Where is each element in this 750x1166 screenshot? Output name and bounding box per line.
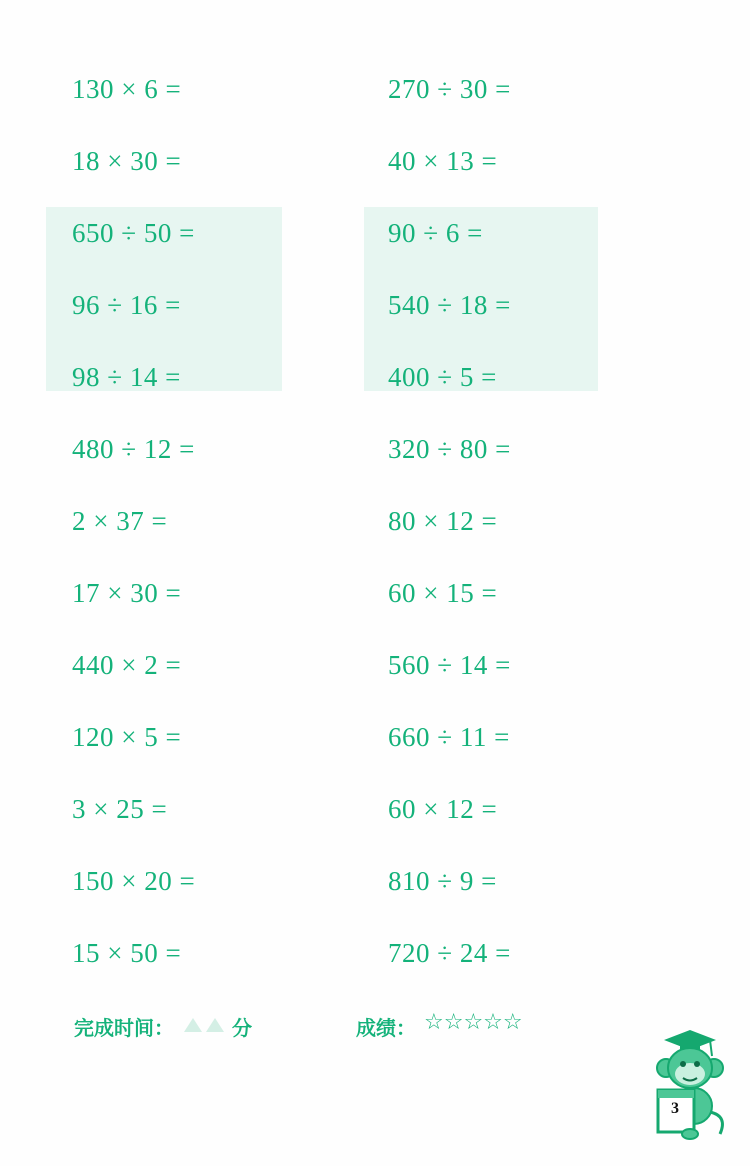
left-problem-13: 15 × 50 = — [72, 938, 182, 968]
worksheet-footer — [74, 1012, 674, 1046]
left-problem-12: 150 × 20 = — [72, 866, 196, 896]
right-problem-13: 720 ÷ 24 = — [388, 938, 511, 968]
score-label: 成绩： — [356, 1016, 416, 1040]
right-problem-9: 560 ÷ 14 = — [388, 650, 511, 680]
score-stars[interactable]: ☆☆☆☆☆ — [424, 1010, 523, 1035]
left-problem-2: 18 × 30 = — [72, 146, 182, 176]
right-problem-1: 270 ÷ 30 = — [388, 74, 511, 104]
left-problem-4: 96 ÷ 16 = — [72, 290, 181, 320]
left-problem-10: 120 × 5 = — [72, 722, 182, 752]
left-problem-9: 440 × 2 = — [72, 650, 182, 680]
right-problem-5: 400 ÷ 5 = — [388, 362, 497, 392]
left-problem-8: 17 × 30 = — [72, 578, 182, 608]
left-problem-11: 3 × 25 = — [72, 794, 168, 824]
minutes-unit-label: 分 — [232, 1016, 252, 1040]
right-problem-10: 660 ÷ 11 = — [388, 722, 510, 752]
right-problem-7: 80 × 12 = — [388, 506, 498, 536]
right-problem-11: 60 × 12 = — [388, 794, 498, 824]
right-problem-3: 90 ÷ 6 = — [388, 218, 483, 248]
monkey-graduate-icon — [650, 1030, 730, 1142]
left-problem-1: 130 × 6 = — [72, 74, 182, 104]
right-problem-4: 540 ÷ 18 = — [388, 290, 511, 320]
right-problem-8: 60 × 15 = — [388, 578, 498, 608]
right-problem-2: 40 × 13 = — [388, 146, 498, 176]
right-problem-6: 320 ÷ 80 = — [388, 434, 511, 464]
left-problem-7: 2 × 37 = — [72, 506, 168, 536]
right-problem-12: 810 ÷ 9 = — [388, 866, 497, 896]
completion-time-label: 完成时间： — [74, 1016, 174, 1040]
left-problem-3: 650 ÷ 50 = — [72, 218, 195, 248]
left-problem-6: 480 ÷ 12 = — [72, 434, 195, 464]
page-number: 3 — [671, 1100, 679, 1117]
left-problem-5: 98 ÷ 14 = — [72, 362, 181, 392]
